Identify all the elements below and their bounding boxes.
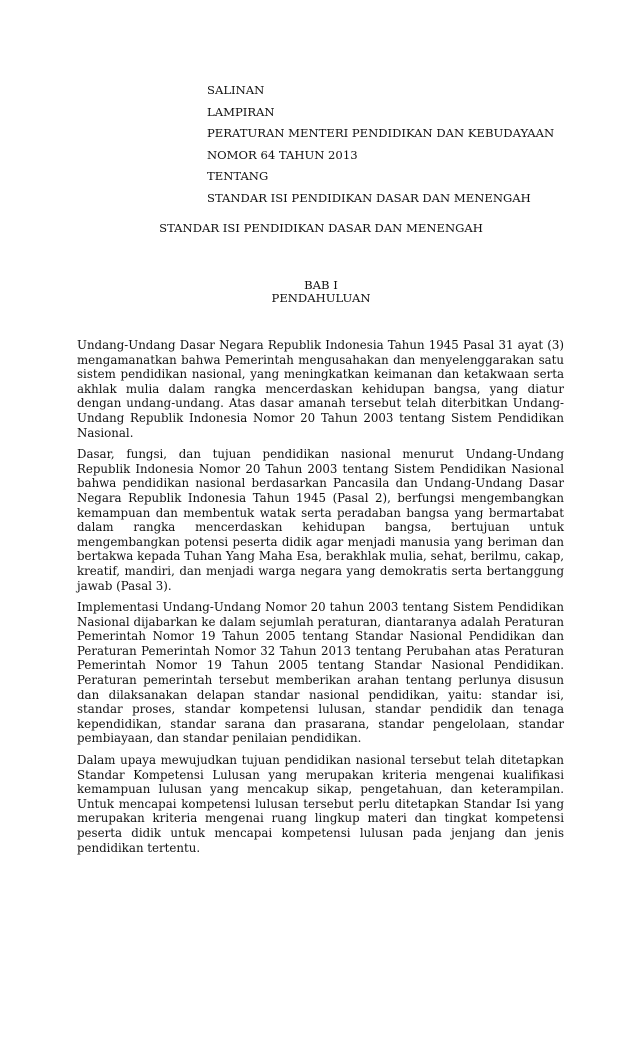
chapter-name: PENDAHULUAN: [271, 291, 371, 305]
header-line-lampiran: LAMPIRAN: [207, 104, 275, 119]
document-header: [207, 80, 607, 209]
header-line-salinan: SALINAN: [207, 83, 265, 97]
chapter-number: BAB I: [304, 278, 338, 292]
header-line-regulation: PERATURAN MENTERI PENDIDIKAN DAN KEBUDAYAAN: [207, 126, 555, 140]
paragraph-4: Dalam upaya mewujudkan tujuan pendidikan nasional tersebut telah ditetapkan Standar Kompetensi Lulusan yang merupakan kriteria mengenai kualifikasi kemampuan lulusan yang mencakup sikap, pengetahuan, dan keterampilan. Untuk mencapai kompetensi lulusan tersebut perlu ditetapkan Standar Isi yang merupakan kriteria mengenai ruang lingkup materi dan tingkat kompetensi peserta didik untuk mencapai kompetensi lulusan pada jenjang dan jenis pendidikan tertentu.: [77, 753, 564, 855]
header-line-number: NOMOR 64 TAHUN 2013: [207, 147, 358, 162]
paragraph-1: Undang-Undang Dasar Negara Republik Indonesia Tahun 1945 Pasal 31 ayat (3) mengamanatkan bahwa Pemerintah mengusahakan dan menyelenggarakan satu sistem pendidikan nasional, yang meningkatkan keimanan dan ketakwaan serta akhlak mulia dalam rangka mencerdaskan kehidupan bangsa, yang diatur dengan undang-undang. Atas dasar amanah tersebut telah diterbitkan Undang-Undang Republik Indonesia Nomor 20 Tahun 2003 tentang Sistem Pendidikan Nasional.: [77, 338, 564, 440]
body-text: [77, 338, 564, 862]
paragraph-3: Implementasi Undang-Undang Nomor 20 tahun 2003 tentang Sistem Pendidikan Nasional dijabarkan ke dalam sejumlah peraturan, diantaranya adalah Peraturan Pemerintah Nomor 19 Tahun 2005 tentang Standar Nasional Pendidikan dan Peraturan Pemerintah Nomor 32 Tahun 2013 tentang Perubahan atas Peraturan Pemerintah Nomor 19 Tahun 2005 tentang Standar Nasional Pendidikan. Peraturan pemerintah tersebut memberikan arahan tentang perlunya disusun dan dilaksanakan delapan standar nasional pendidikan, yaitu: standar isi, standar proses, standar kompetensi lulusan, standar pendidik dan tenaga kependidikan, standar sarana dan prasarana, standar pengelolaan, standar pembiayaan, dan standar penilaian pendidikan.: [77, 600, 564, 746]
header-line-subject: STANDAR ISI PENDIDIKAN DASAR DAN MENENGAH: [207, 190, 531, 205]
header-line-tentang: TENTANG: [207, 169, 269, 183]
document-title: [0, 221, 638, 235]
document-title-text: STANDAR ISI PENDIDIKAN DASAR DAN MENENGAH: [159, 221, 483, 235]
paragraph-2: Dasar, fungsi, dan tujuan pendidikan nasional menurut Undang-Undang Republik Indonesia Nomor 20 Tahun 2003 tentang Sistem Pendidikan Nasional bahwa pendidikan nasional berdasarkan Pancasila dan Undang-Undang Dasar Negara Republik Indonesia Tahun 1945 (Pasal 2), berfungsi mengembangkan kemampuan dan membentuk watak serta peradaban bangsa yang bermartabat dalam rangka mencerdaskan kehidupan bangsa, bertujuan untuk mengembangkan potensi peserta didik agar menjadi manusia yang beriman dan bertakwa kepada Tuhan Yang Maha Esa, berakhlak mulia, sehat, berilmu, cakap, kreatif, mandiri, dan menjadi warga negara yang demokratis serta bertanggung jawab (Pasal 3).: [77, 447, 564, 593]
